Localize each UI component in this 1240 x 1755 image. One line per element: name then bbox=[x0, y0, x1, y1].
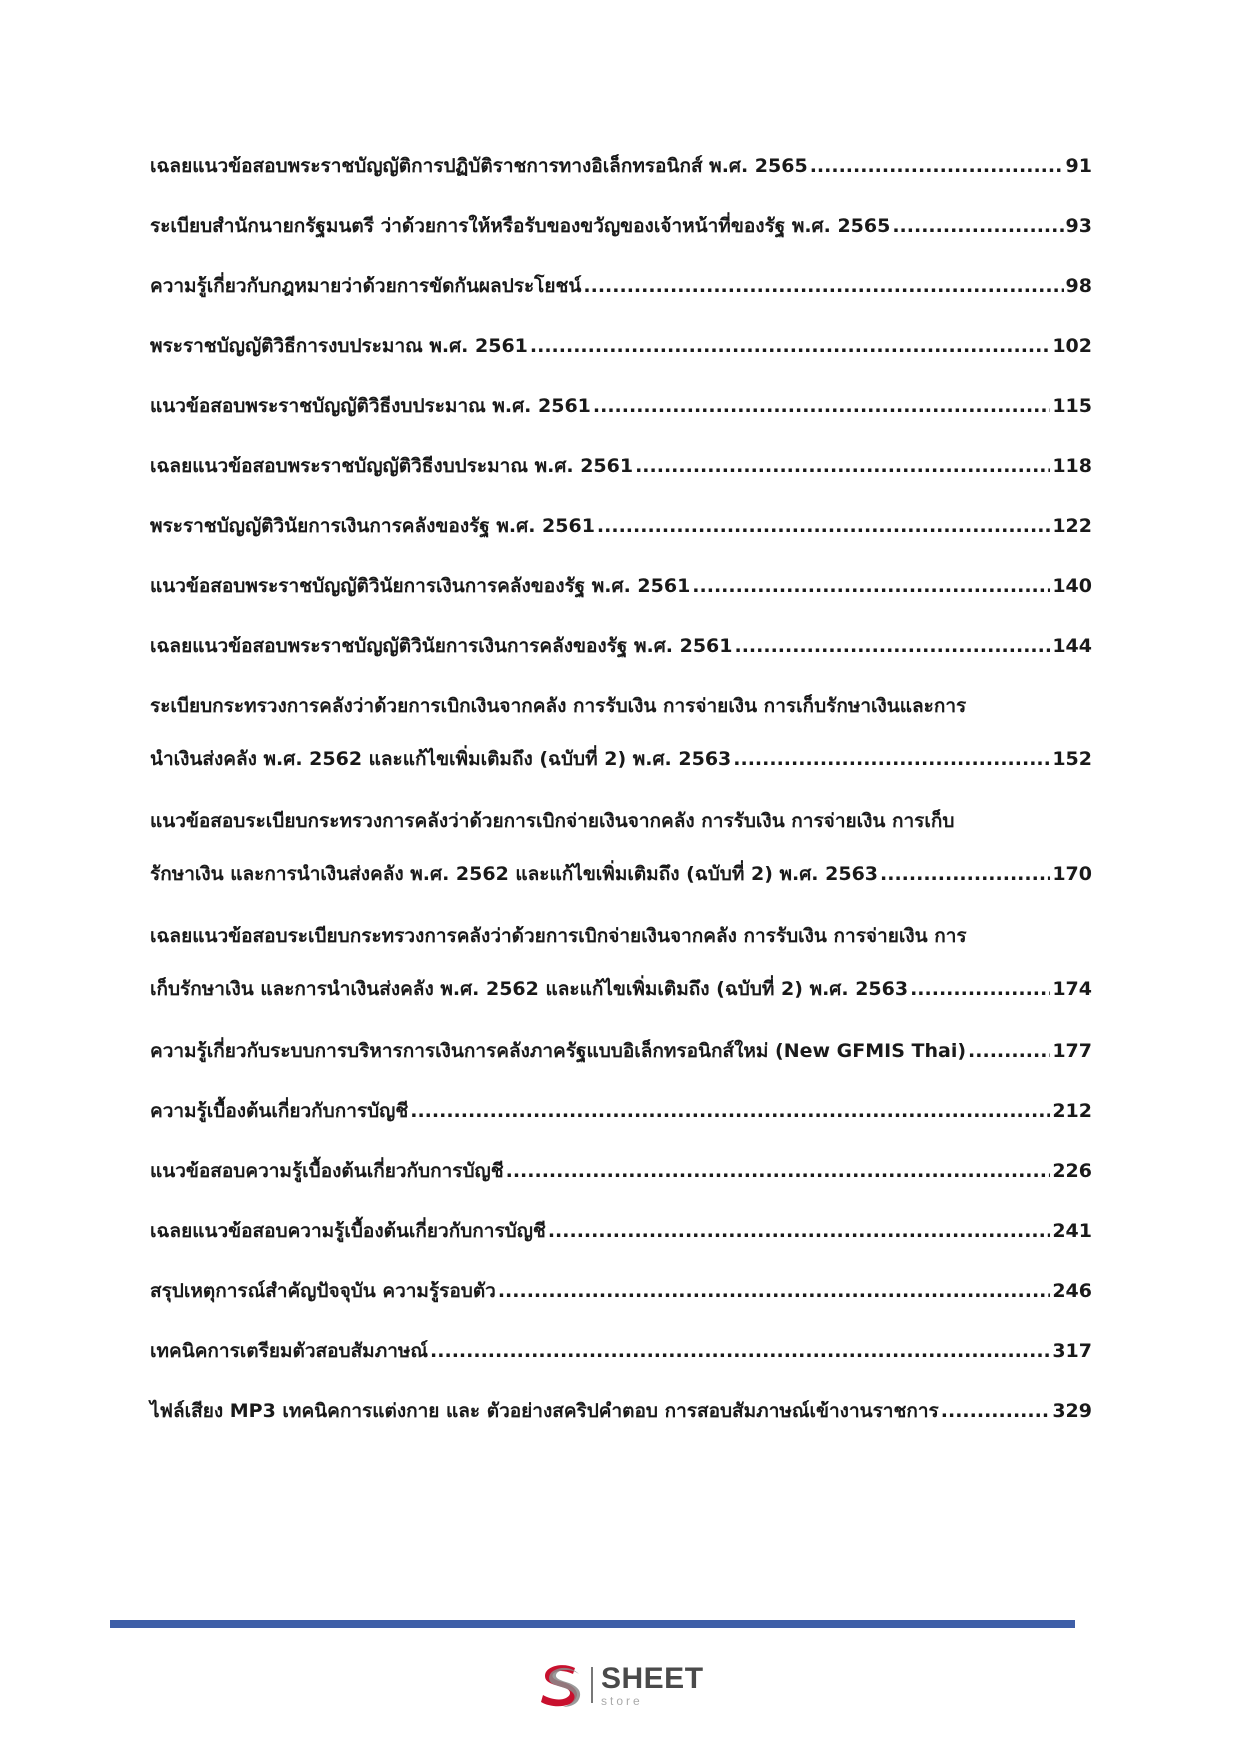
toc-line bbox=[150, 745, 1092, 774]
toc-line bbox=[150, 975, 1092, 1004]
toc-entry[interactable] bbox=[150, 1277, 1092, 1306]
toc-leader-dots bbox=[968, 1037, 1050, 1066]
toc-page-number: 226 bbox=[1052, 1160, 1092, 1182]
toc-page-number: 170 bbox=[1052, 863, 1092, 885]
toc-entry[interactable] bbox=[150, 332, 1092, 361]
toc-page-number: 93 bbox=[1065, 215, 1092, 237]
toc-entry-title: สรุปเหตุการณ์สำคัญปัจจุบัน ความรู้รอบตัว bbox=[150, 1280, 496, 1302]
toc-entry-title: เก็บรักษาเงิน และการนำเงินส่งคลัง พ.ศ. 2562 และแก้ไขเพิ่มเติมถึง (ฉบับที่ 2) พ.ศ. 2563 bbox=[150, 978, 909, 1000]
toc-leader-dots bbox=[635, 452, 1050, 481]
logo-subword: store bbox=[601, 1693, 643, 1708]
toc-leader-dots bbox=[810, 152, 1064, 181]
toc-entry[interactable] bbox=[150, 212, 1092, 241]
table-of-contents bbox=[150, 152, 1092, 1457]
toc-entry[interactable] bbox=[150, 1337, 1092, 1366]
toc-line bbox=[150, 632, 1092, 661]
toc-page-number: 241 bbox=[1052, 1220, 1092, 1242]
toc-entry[interactable] bbox=[150, 152, 1092, 181]
toc-entry[interactable] bbox=[150, 1157, 1092, 1186]
toc-entry[interactable] bbox=[150, 1217, 1092, 1246]
toc-leader-dots bbox=[692, 572, 1050, 601]
toc-entry[interactable] bbox=[150, 572, 1092, 601]
toc-entry[interactable] bbox=[150, 272, 1092, 301]
toc-page-number: 115 bbox=[1052, 395, 1092, 417]
toc-page-number: 98 bbox=[1065, 275, 1092, 297]
toc-page-number: 118 bbox=[1052, 455, 1092, 477]
toc-line bbox=[150, 332, 1092, 361]
toc-entry-title: ระเบียบสำนักนายกรัฐมนตรี ว่าด้วยการให้หรือรับของขวัญของเจ้าหน้าที่ของรัฐ พ.ศ. 2565 bbox=[150, 215, 891, 237]
toc-entry-title: ระเบียบกระทรวงการคลังว่าด้วยการเบิกเงินจากคลัง การรับเงิน การจ่ายเงิน การเก็บรักษาเงินและการ bbox=[150, 695, 967, 717]
toc-entry-title: ความรู้เบื้องต้นเกี่ยวกับการบัญชี bbox=[150, 1100, 409, 1122]
toc-page-number: 317 bbox=[1052, 1340, 1092, 1362]
toc-entry[interactable] bbox=[150, 512, 1092, 541]
toc-page-number: 122 bbox=[1052, 515, 1092, 537]
toc-leader-dots bbox=[733, 745, 1050, 774]
toc-entry-title: แนวข้อสอบระเบียบกระทรวงการคลังว่าด้วยการเบิกจ่ายเงินจากคลัง การรับเงิน การจ่ายเงิน การเก็บ bbox=[150, 810, 955, 832]
toc-leader-dots bbox=[941, 1397, 1051, 1426]
toc-entry-title: แนวข้อสอบพระราชบัญญัติวิธีงบประมาณ พ.ศ. 2561 bbox=[150, 395, 591, 417]
toc-entry-title: ความรู้เกี่ยวกับกฎหมายว่าด้วยการขัดกันผลประโยชน์ bbox=[150, 275, 582, 297]
toc-line bbox=[150, 922, 1092, 951]
toc-entry[interactable] bbox=[150, 807, 1092, 889]
toc-leader-dots bbox=[880, 860, 1050, 889]
toc-entry-title: เฉลยแนวข้อสอบพระราชบัญญัติวิธีงบประมาณ พ.ศ. 2561 bbox=[150, 455, 634, 477]
toc-entry-title: เฉลยแนวข้อสอบระเบียบกระทรวงการคลังว่าด้วยการเบิกจ่ายเงินจากคลัง การรับเงิน การจ่ายเงิน การ bbox=[150, 925, 967, 947]
toc-leader-dots bbox=[910, 975, 1050, 1004]
toc-line bbox=[150, 860, 1092, 889]
toc-entry[interactable] bbox=[150, 1037, 1092, 1066]
toc-leader-dots bbox=[498, 1277, 1050, 1306]
toc-page-number: 102 bbox=[1052, 335, 1092, 357]
toc-page-number: 177 bbox=[1052, 1040, 1092, 1062]
toc-line bbox=[150, 212, 1092, 241]
toc-page-number: 174 bbox=[1052, 978, 1092, 1000]
toc-line bbox=[150, 1217, 1092, 1246]
toc-page-number: 329 bbox=[1052, 1400, 1092, 1422]
toc-page-number: 152 bbox=[1052, 748, 1092, 770]
toc-leader-dots bbox=[430, 1337, 1050, 1366]
toc-entry-title: แนวข้อสอบพระราชบัญญัติวินัยการเงินการคลังของรัฐ พ.ศ. 2561 bbox=[150, 575, 691, 597]
sheet-store-logo bbox=[535, 1660, 704, 1710]
toc-line bbox=[150, 152, 1092, 181]
toc-entry[interactable] bbox=[150, 922, 1092, 1004]
toc-entry-title: เฉลยแนวข้อสอบความรู้เบื้องต้นเกี่ยวกับการบัญชี bbox=[150, 1220, 546, 1242]
toc-entry-title: เทคนิคการเตรียมตัวสอบสัมภาษณ์ bbox=[150, 1340, 429, 1362]
toc-entry-title: รักษาเงิน และการนำเงินส่งคลัง พ.ศ. 2562 และแก้ไขเพิ่มเติมถึง (ฉบับที่ 2) พ.ศ. 2563 bbox=[150, 863, 879, 885]
toc-entry[interactable] bbox=[150, 452, 1092, 481]
toc-leader-dots bbox=[506, 1157, 1051, 1186]
toc-leader-dots bbox=[583, 272, 1063, 301]
toc-leader-dots bbox=[597, 512, 1050, 541]
toc-leader-dots bbox=[410, 1097, 1050, 1126]
toc-entry-title: เฉลยแนวข้อสอบพระราชบัญญัติวินัยการเงินการคลังของรัฐ พ.ศ. 2561 bbox=[150, 635, 733, 657]
toc-entry[interactable] bbox=[150, 392, 1092, 421]
toc-entry[interactable] bbox=[150, 1397, 1092, 1426]
toc-entry-title: นำเงินส่งคลัง พ.ศ. 2562 และแก้ไขเพิ่มเติมถึง (ฉบับที่ 2) พ.ศ. 2563 bbox=[150, 748, 732, 770]
toc-line bbox=[150, 272, 1092, 301]
toc-line bbox=[150, 1397, 1092, 1426]
toc-page-number: 246 bbox=[1052, 1280, 1092, 1302]
toc-line bbox=[150, 1097, 1092, 1126]
toc-leader-dots bbox=[892, 212, 1063, 241]
toc-line bbox=[150, 452, 1092, 481]
footer-rule bbox=[110, 1620, 1075, 1628]
toc-line bbox=[150, 1337, 1092, 1366]
logo-separator bbox=[591, 1667, 593, 1703]
toc-leader-dots bbox=[735, 632, 1051, 661]
toc-entry-title: แนวข้อสอบความรู้เบื้องต้นเกี่ยวกับการบัญชี bbox=[150, 1160, 504, 1182]
toc-line bbox=[150, 392, 1092, 421]
toc-line bbox=[150, 512, 1092, 541]
toc-line bbox=[150, 572, 1092, 601]
toc-entry-title: ไฟล์เสียง MP3 เทคนิคการแต่งกาย และ ตัวอย่างสคริปคำตอบ การสอบสัมภาษณ์เข้างานราชการ bbox=[150, 1400, 939, 1422]
toc-page-number: 212 bbox=[1052, 1100, 1092, 1122]
toc-leader-dots bbox=[548, 1217, 1051, 1246]
toc-entry[interactable] bbox=[150, 692, 1092, 774]
toc-page-number: 140 bbox=[1052, 575, 1092, 597]
toc-page-number: 91 bbox=[1065, 155, 1092, 177]
toc-entry-title: พระราชบัญญัติวิธีการงบประมาณ พ.ศ. 2561 bbox=[150, 335, 528, 357]
toc-line bbox=[150, 1037, 1092, 1066]
sheet-store-logo-icon bbox=[535, 1660, 585, 1710]
toc-line bbox=[150, 1277, 1092, 1306]
logo-word: SHEET bbox=[601, 1661, 704, 1695]
toc-entry-title: เฉลยแนวข้อสอบพระราชบัญญัติการปฏิบัติราชการทางอิเล็กทรอนิกส์ พ.ศ. 2565 bbox=[150, 155, 808, 177]
toc-leader-dots bbox=[593, 392, 1050, 421]
toc-page-number: 144 bbox=[1052, 635, 1092, 657]
toc-entry[interactable] bbox=[150, 632, 1092, 661]
toc-line bbox=[150, 1157, 1092, 1186]
toc-entry-title: พระราชบัญญัติวินัยการเงินการคลังของรัฐ พ.ศ. 2561 bbox=[150, 515, 595, 537]
toc-entry-title: ความรู้เกี่ยวกับระบบการบริหารการเงินการคลังภาครัฐแบบอิเล็กทรอนิกส์ใหม่ (New GFMIS Thai) bbox=[150, 1040, 967, 1062]
toc-line bbox=[150, 692, 1092, 721]
toc-leader-dots bbox=[530, 332, 1050, 361]
logo-text bbox=[601, 1661, 704, 1708]
toc-line bbox=[150, 807, 1092, 836]
toc-entry[interactable] bbox=[150, 1097, 1092, 1126]
